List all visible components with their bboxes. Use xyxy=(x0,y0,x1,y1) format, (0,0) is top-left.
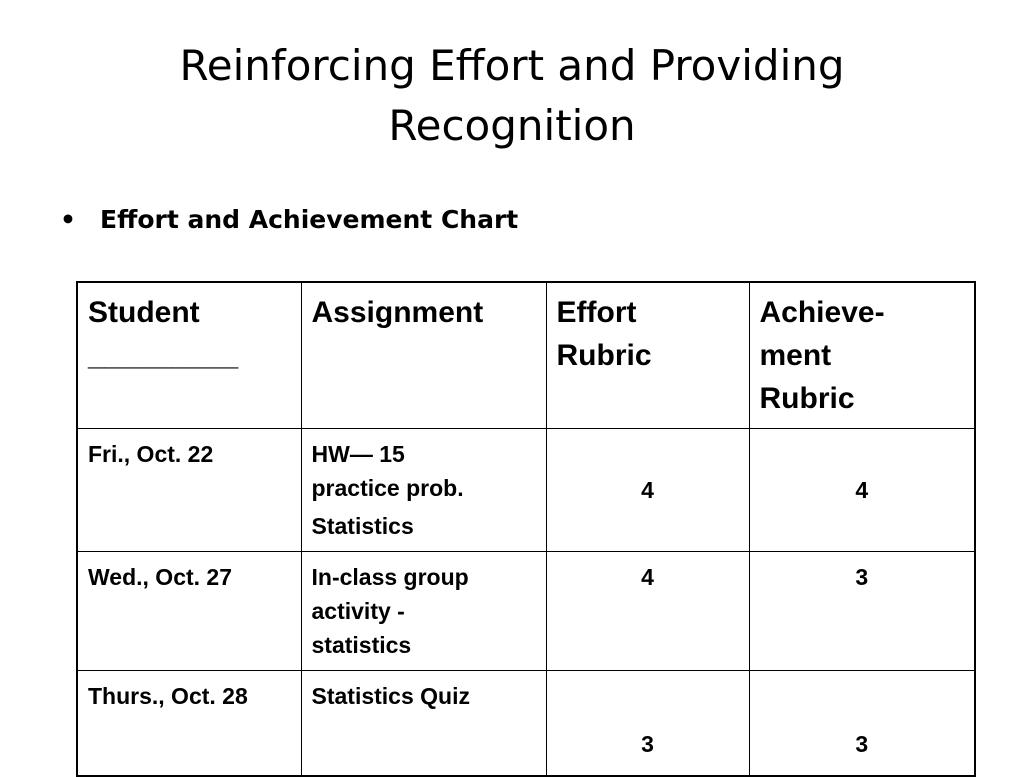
date-cell: Wed., Oct. 27 xyxy=(77,552,301,671)
assignment-subject: Statistics xyxy=(311,513,414,539)
bullet-text: Effort and Achievement Chart xyxy=(100,205,519,234)
table-row xyxy=(77,552,975,671)
achievement-score-cell: 4 xyxy=(749,429,975,552)
bullet-item xyxy=(60,200,518,240)
table-header-row xyxy=(77,282,975,429)
assignment-cell xyxy=(301,429,546,552)
header-achievement-rubric: Achieve- ment Rubric xyxy=(749,282,975,429)
assignment-cell: In-class group activity - statistics xyxy=(301,552,546,671)
header-assignment: Assignment xyxy=(301,282,546,429)
table-row xyxy=(77,671,975,777)
date-cell: Fri., Oct. 22 xyxy=(77,429,301,552)
effort-achievement-table xyxy=(76,281,976,777)
effort-score-cell: 4 xyxy=(546,552,749,671)
bullet-icon: • xyxy=(60,205,76,234)
table-row xyxy=(77,429,975,552)
assignment-text: HW— 15 practice prob. xyxy=(311,441,464,501)
date-cell: Thurs., Oct. 28 xyxy=(77,671,301,777)
assignment-cell: Statistics Quiz xyxy=(301,671,546,777)
effort-score-cell: 4 xyxy=(546,429,749,552)
header-student: Student _________ xyxy=(77,282,301,429)
header-effort-rubric: Effort Rubric xyxy=(546,282,749,429)
achievement-score-cell: 3 xyxy=(749,671,975,777)
achievement-score-cell: 3 xyxy=(749,552,975,671)
slide-title: Reinforcing Effort and Providing Recognition xyxy=(179,41,845,150)
effort-score-cell: 3 xyxy=(546,671,749,777)
